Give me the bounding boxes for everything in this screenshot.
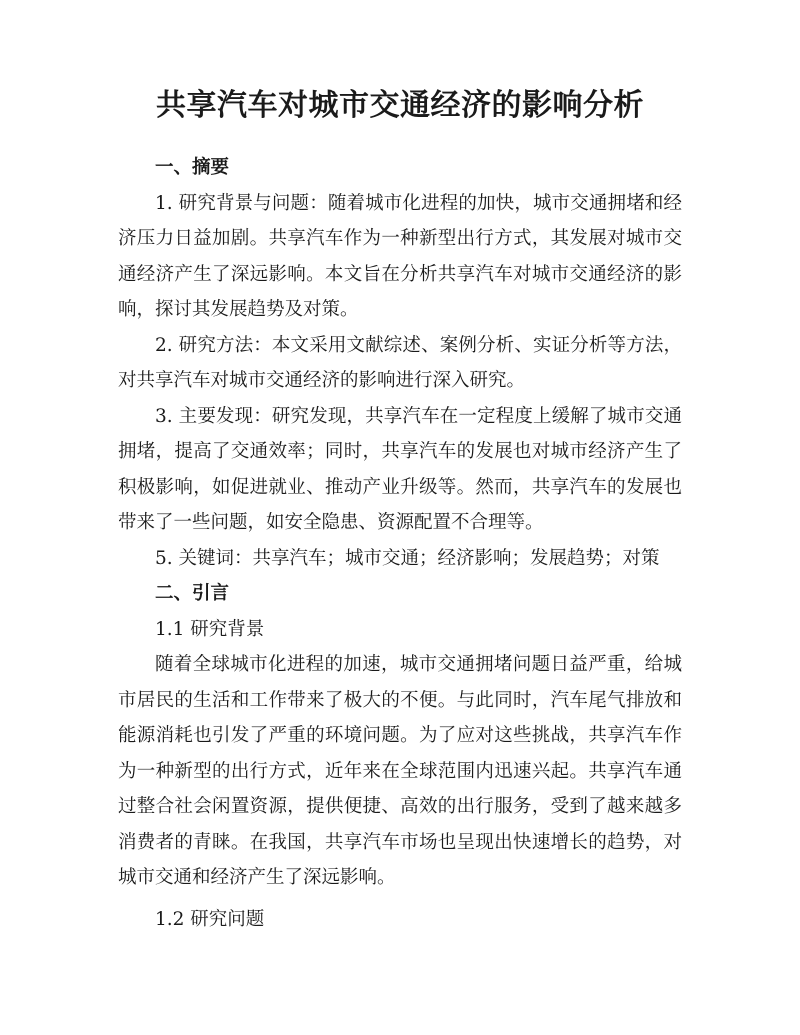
abstract-findings: 3. 主要发现：研究发现，共享汽车在一定程度上缓解了城市交通拥堵，提高了交通效率；同时，共享汽车的发展也对城市经济产生了积极影响，如促进就业、推动产业升级等。然而，共享汽车的发展也带来了一些问题，如安全隐患、资源配置不合理等。 [118, 405, 682, 533]
document-title: 共享汽车对城市交通经济的影响分析 [156, 88, 644, 123]
section-heading-abstract: 一、摘要 [155, 157, 230, 178]
subsection-heading-research-question: 1.2 研究问题 [155, 908, 265, 930]
research-background-paragraph: 随着全球城市化进程的加速，城市交通拥堵问题日益严重，给城市居民的生活和工作带来了极大的不便。与此同时，汽车尾气排放和能源消耗也引发了严重的环境问题。为了应对这些挑战，共享汽车作为一种新型的出行方式，近年来在全球范围内迅速兴起。共享汽车通过整合社会闲置资源，提供便捷、高效的出行服务，受到了越来越多消费者的青睐。在我国，共享汽车市场也呈现出快速增长的趋势，对城市交通和经济产生了深远影响。 [118, 654, 682, 888]
abstract-keywords: 5. 关键词：共享汽车；城市交通；经济影响；发展趋势；对策 [155, 547, 660, 569]
abstract-background: 1. 研究背景与问题：随着城市化进程的加快，城市交通拥堵和经济压力日益加剧。共享汽车作为一种新型出行方式，其发展对城市交通经济产生了深远影响。本文旨在分析共享汽车对城市交通经济的影响，探讨其发展趋势及对策。 [118, 192, 682, 320]
subsection-heading-research-background: 1.1 研究背景 [155, 618, 265, 640]
abstract-method: 2. 研究方法：本文采用文献综述、案例分析、实证分析等方法，对共享汽车对城市交通经济的影响进行深入研究。 [118, 334, 682, 391]
section-heading-introduction: 二、引言 [155, 583, 230, 604]
